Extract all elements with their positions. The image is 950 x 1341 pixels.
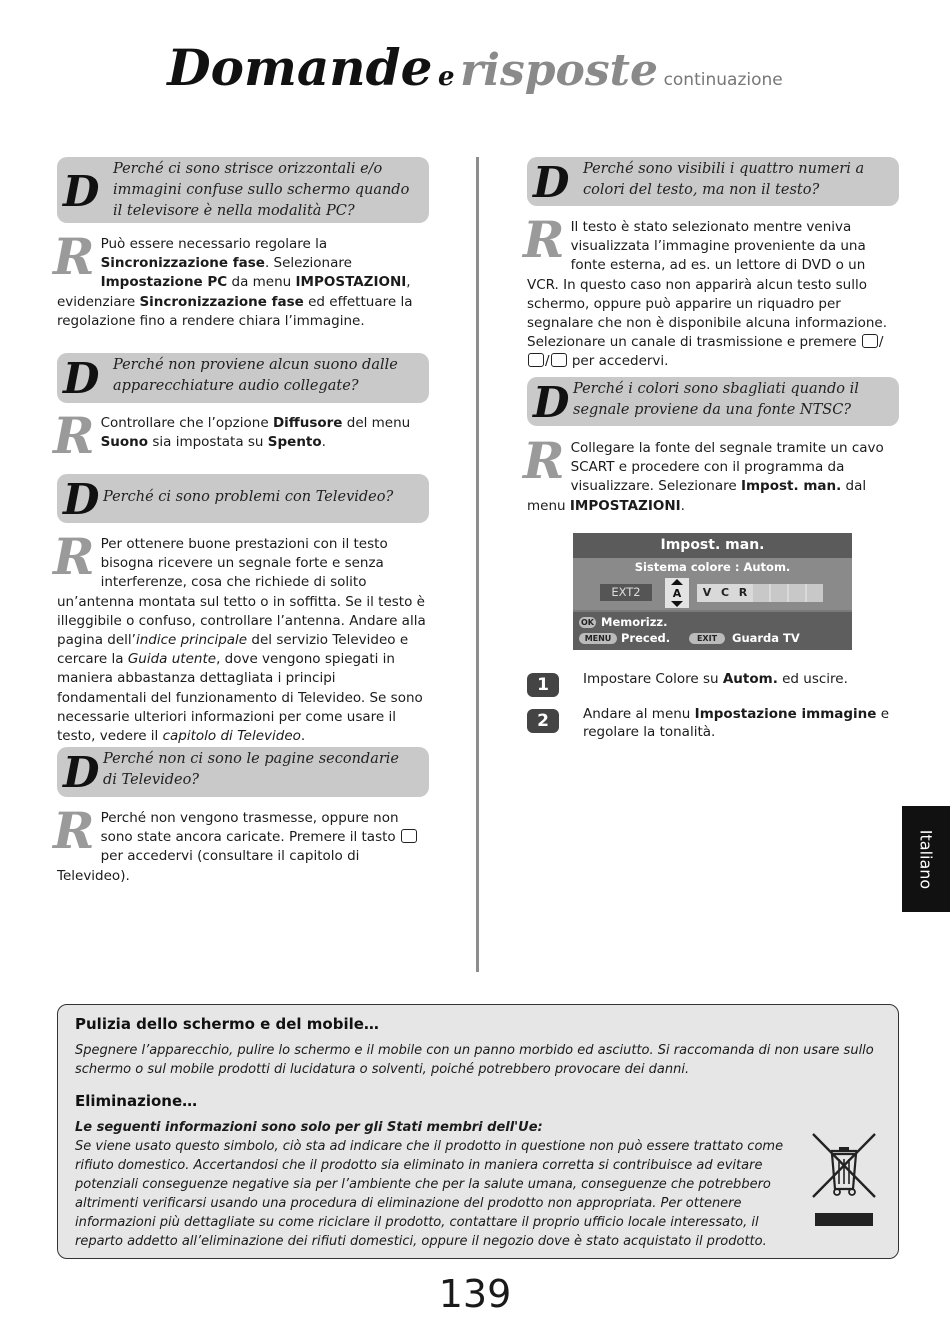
answer-bold: Impostazione PC: [100, 274, 228, 291]
cleaning-heading: Pulizia dello schermo e del mobile…: [75, 1015, 379, 1033]
answer-italic: indice principale: [135, 632, 248, 649]
answer-span: Controllare che l’opzione: [100, 415, 273, 431]
question-letter: D: [63, 167, 100, 216]
answer-span: .: [300, 728, 306, 745]
answer-text: R Il testo è stato selezionato mentre veniva visualizzata l’immagine proveniente da una fonte esterna, ad es. un lettore di DVD o un VCR. In questo caso non apparirà alcun testo sullo schermo, oppure può apparire un riquadro per segnalare che non è disponibile alcuna informazione. Selezionare un canale di trasmissione e premere // per accedervi.: [523, 210, 888, 370]
answer-span: Può essere necessario regolare la: [100, 236, 328, 252]
question-box: [57, 747, 429, 797]
tv-key-icon: [551, 353, 567, 367]
answer-text: [53, 801, 427, 886]
arrow-down-icon: [671, 601, 683, 607]
text-key-icon: [862, 334, 878, 348]
answer-span: . Selezionare: [264, 255, 352, 272]
label-char: [771, 584, 787, 602]
label-char: [807, 584, 823, 602]
answer-letter: R: [523, 210, 565, 269]
disposal-body: Se viene usato questo simbolo, ciò sta ad indicare che il prodotto in questione non può essere trattato come rifiuto domestico. Accertandosi che il prodotto sia eliminato in maniera corretta si contribuisce ad evitare potenziali conseguenze negative sia per l’ambiente che per la salute umana, conseguenze che potrebbero altrimenti verificarsi usando una procedura di eliminazione del prodotto non appropriata. Per ottenere informazioni più dettagliate su come riciclare il prodotto, contattare il proprio ufficio locale interessato, il reparto addetto all’eliminazione dei rifiuti domestici, oppure il negozio dove è stato acquistato il prodotto.: [75, 1139, 784, 1249]
answer-bold: Diffusore: [272, 415, 343, 431]
question-text: Perché ci sono strisce orizzontali e/o immagini confuse sullo schermo quando il televisore è nella modalità PC?: [113, 161, 410, 219]
answer-bold: Sincronizzazione fase: [139, 293, 304, 310]
step-span: Impostare Colore su: [583, 671, 723, 687]
title-word-continuazione: continuazione: [663, 70, 783, 90]
menu-title: Impost. man.: [573, 533, 852, 558]
step-span: Andare al menu: [583, 706, 695, 722]
exit-label: Guarda TV: [732, 631, 800, 645]
step-bold: Impostazione immagine: [694, 706, 877, 722]
menu-key: MENU: [579, 633, 617, 644]
answer-bold: IMPOSTAZIONI: [295, 274, 407, 291]
weee-crossed-bin-icon: [811, 1129, 877, 1229]
question-box: [527, 377, 899, 426]
label-char: C: [720, 586, 730, 599]
step-span: ed uscire.: [777, 671, 848, 687]
question-box: [57, 474, 429, 523]
step-number-badge: 1: [527, 673, 559, 697]
answer-bold: Suono: [100, 434, 149, 451]
step-text: [583, 670, 883, 688]
selector-letter: A: [672, 587, 682, 600]
answer-italic: Guida utente: [127, 651, 217, 668]
answer-text: [523, 431, 897, 516]
question-text: Perché non proviene alcun suono dalle apparecchiature audio collegate?: [113, 357, 398, 394]
menu-row: [573, 576, 852, 610]
question-box: [527, 157, 899, 206]
label-char: V: [702, 586, 712, 599]
answer-bold: Sincronizzazione fase: [100, 255, 265, 272]
step-span: e regolare la tonalità.: [583, 706, 890, 740]
answer-span: Collegare la fonte del segnale tramite un cavo SCART e procedere con il programma da visualizzare. Selezionare: [570, 440, 884, 495]
disposal-text: [75, 1118, 810, 1251]
answer-letter: R: [523, 431, 565, 490]
answer-span: dal menu: [527, 478, 867, 514]
answer-bold: Impost. man.: [740, 478, 842, 495]
menu-footer: [573, 612, 852, 650]
answer-span: Il testo è stato selezionato mentre veniva visualizzata l’immagine proveniente da una fonte esterna, ad es. un lettore di DVD o un VCR. In questo caso non apparirà alcun testo sullo schermo, oppure può apparire un riquadro per segnalare che non è disponibile alcuna informazione. Selezionare un canale di trasmissione e premere: [527, 219, 888, 351]
answer-span: per accedervi (consultare il capitolo di Televideo).: [57, 848, 360, 884]
label-characters: [697, 584, 823, 602]
answer-letter: R: [53, 527, 95, 586]
question-text: Perché non ci sono le pagine secondarie di Televideo?: [103, 751, 399, 788]
answer-span: per accedervi.: [567, 353, 669, 370]
answer-letter: R: [53, 227, 95, 286]
question-letter: D: [63, 354, 100, 403]
cleaning-text: Spegnere l’apparecchio, pulire lo schermo e il mobile con un panno morbido ed asciutto. Si raccomanda di non usare sullo schermo o sul mobile prodotti di lucidatura o solventi, poiché potrebbero provocare dei danni.: [75, 1043, 874, 1077]
disposal-note: Le seguenti informazioni sono solo per gli Stati membri dell'Ue:: [75, 1120, 543, 1135]
answer-span: .: [680, 497, 685, 514]
question-letter: D: [533, 378, 570, 427]
label-char: [753, 584, 769, 602]
source-label: EXT2: [600, 584, 652, 601]
question-letter: D: [533, 158, 570, 207]
question-letter: D: [63, 475, 100, 524]
answer-span: Per ottenere buone prestazioni con il testo bisogna ricevere un segnale forte e senza interferenze, cosa che richiede di solito un’antenna montata sul tetto o in soffitta. Se il testo è illeggibile o confuso, controllare l’antenna. Andare alla pagina dell’: [57, 536, 426, 649]
question-box: [57, 157, 429, 223]
answer-letter: R: [53, 801, 95, 860]
answer-italic: capitolo di Televideo: [162, 728, 301, 745]
answer-span: Perché non vengono trasmesse, oppure non sono state ancora caricate. Premere il tasto: [100, 810, 400, 846]
page-title: [0, 38, 950, 97]
page-number: 139: [438, 1272, 512, 1316]
question-box: [57, 353, 429, 403]
question-letter: D: [63, 748, 100, 797]
answer-bold: IMPOSTAZIONI: [569, 497, 681, 514]
answer-span: del menu: [342, 415, 411, 431]
answer-span: , dove vengono spiegati in maniera abbastanza dettagliata i principi fondamentali del funzionamento di Televideo. Se sono necessarie ulteriori informazioni per come usare il testo, vedere il: [57, 651, 423, 745]
ok-label: Memorizz.: [601, 615, 668, 629]
language-tab: [902, 806, 950, 912]
title-word-domande: Domande: [167, 38, 433, 97]
tv-menu-screenshot: [573, 533, 852, 650]
answer-bold: Spento: [267, 434, 322, 451]
question-text: Perché i colori sono sbagliati quando il segnale proviene da una fonte NTSC?: [573, 381, 859, 418]
answer-span: del servizio Televideo e cercare la: [57, 632, 409, 668]
question-text: Perché ci sono problemi con Televideo?: [103, 489, 394, 505]
text-index-key-icon: [401, 829, 417, 843]
exit-key: EXIT: [689, 633, 725, 644]
menu-subtitle: Sistema colore : Autom.: [573, 558, 852, 576]
column-divider: [476, 157, 479, 972]
disposal-heading: Eliminazione…: [75, 1092, 198, 1110]
answer-span: da menu: [227, 274, 296, 291]
answer-text: [53, 527, 427, 746]
info-box: [57, 1004, 899, 1259]
title-word-e: e: [437, 62, 455, 92]
step-text: [583, 705, 893, 741]
menu-label: Preced.: [621, 631, 671, 645]
question-text: Perché sono visibili i quattro numeri a colori del testo, ma non il testo?: [583, 161, 865, 198]
answer-text: [53, 227, 427, 331]
arrow-up-icon: [671, 579, 683, 585]
label-char: R: [738, 586, 748, 599]
character-selector: [665, 578, 689, 608]
ok-key: OK: [581, 618, 594, 627]
step-number-badge: 2: [527, 709, 559, 733]
answer-span: ed effettuare la regolazione fino a rendere chiara l’immagine.: [57, 293, 413, 329]
text-mix-key-icon: [528, 353, 544, 367]
title-word-risposte: risposte: [460, 45, 658, 96]
answer-span: sia impostata su: [148, 434, 268, 451]
answer-text: [53, 406, 427, 465]
language-tab-label: Italiano: [916, 829, 936, 890]
label-char: [789, 584, 805, 602]
step-bold: Autom.: [722, 671, 778, 687]
answer-letter: R: [53, 406, 95, 465]
answer-span: , evidenziare: [57, 274, 411, 310]
answer-span: .: [321, 434, 326, 451]
